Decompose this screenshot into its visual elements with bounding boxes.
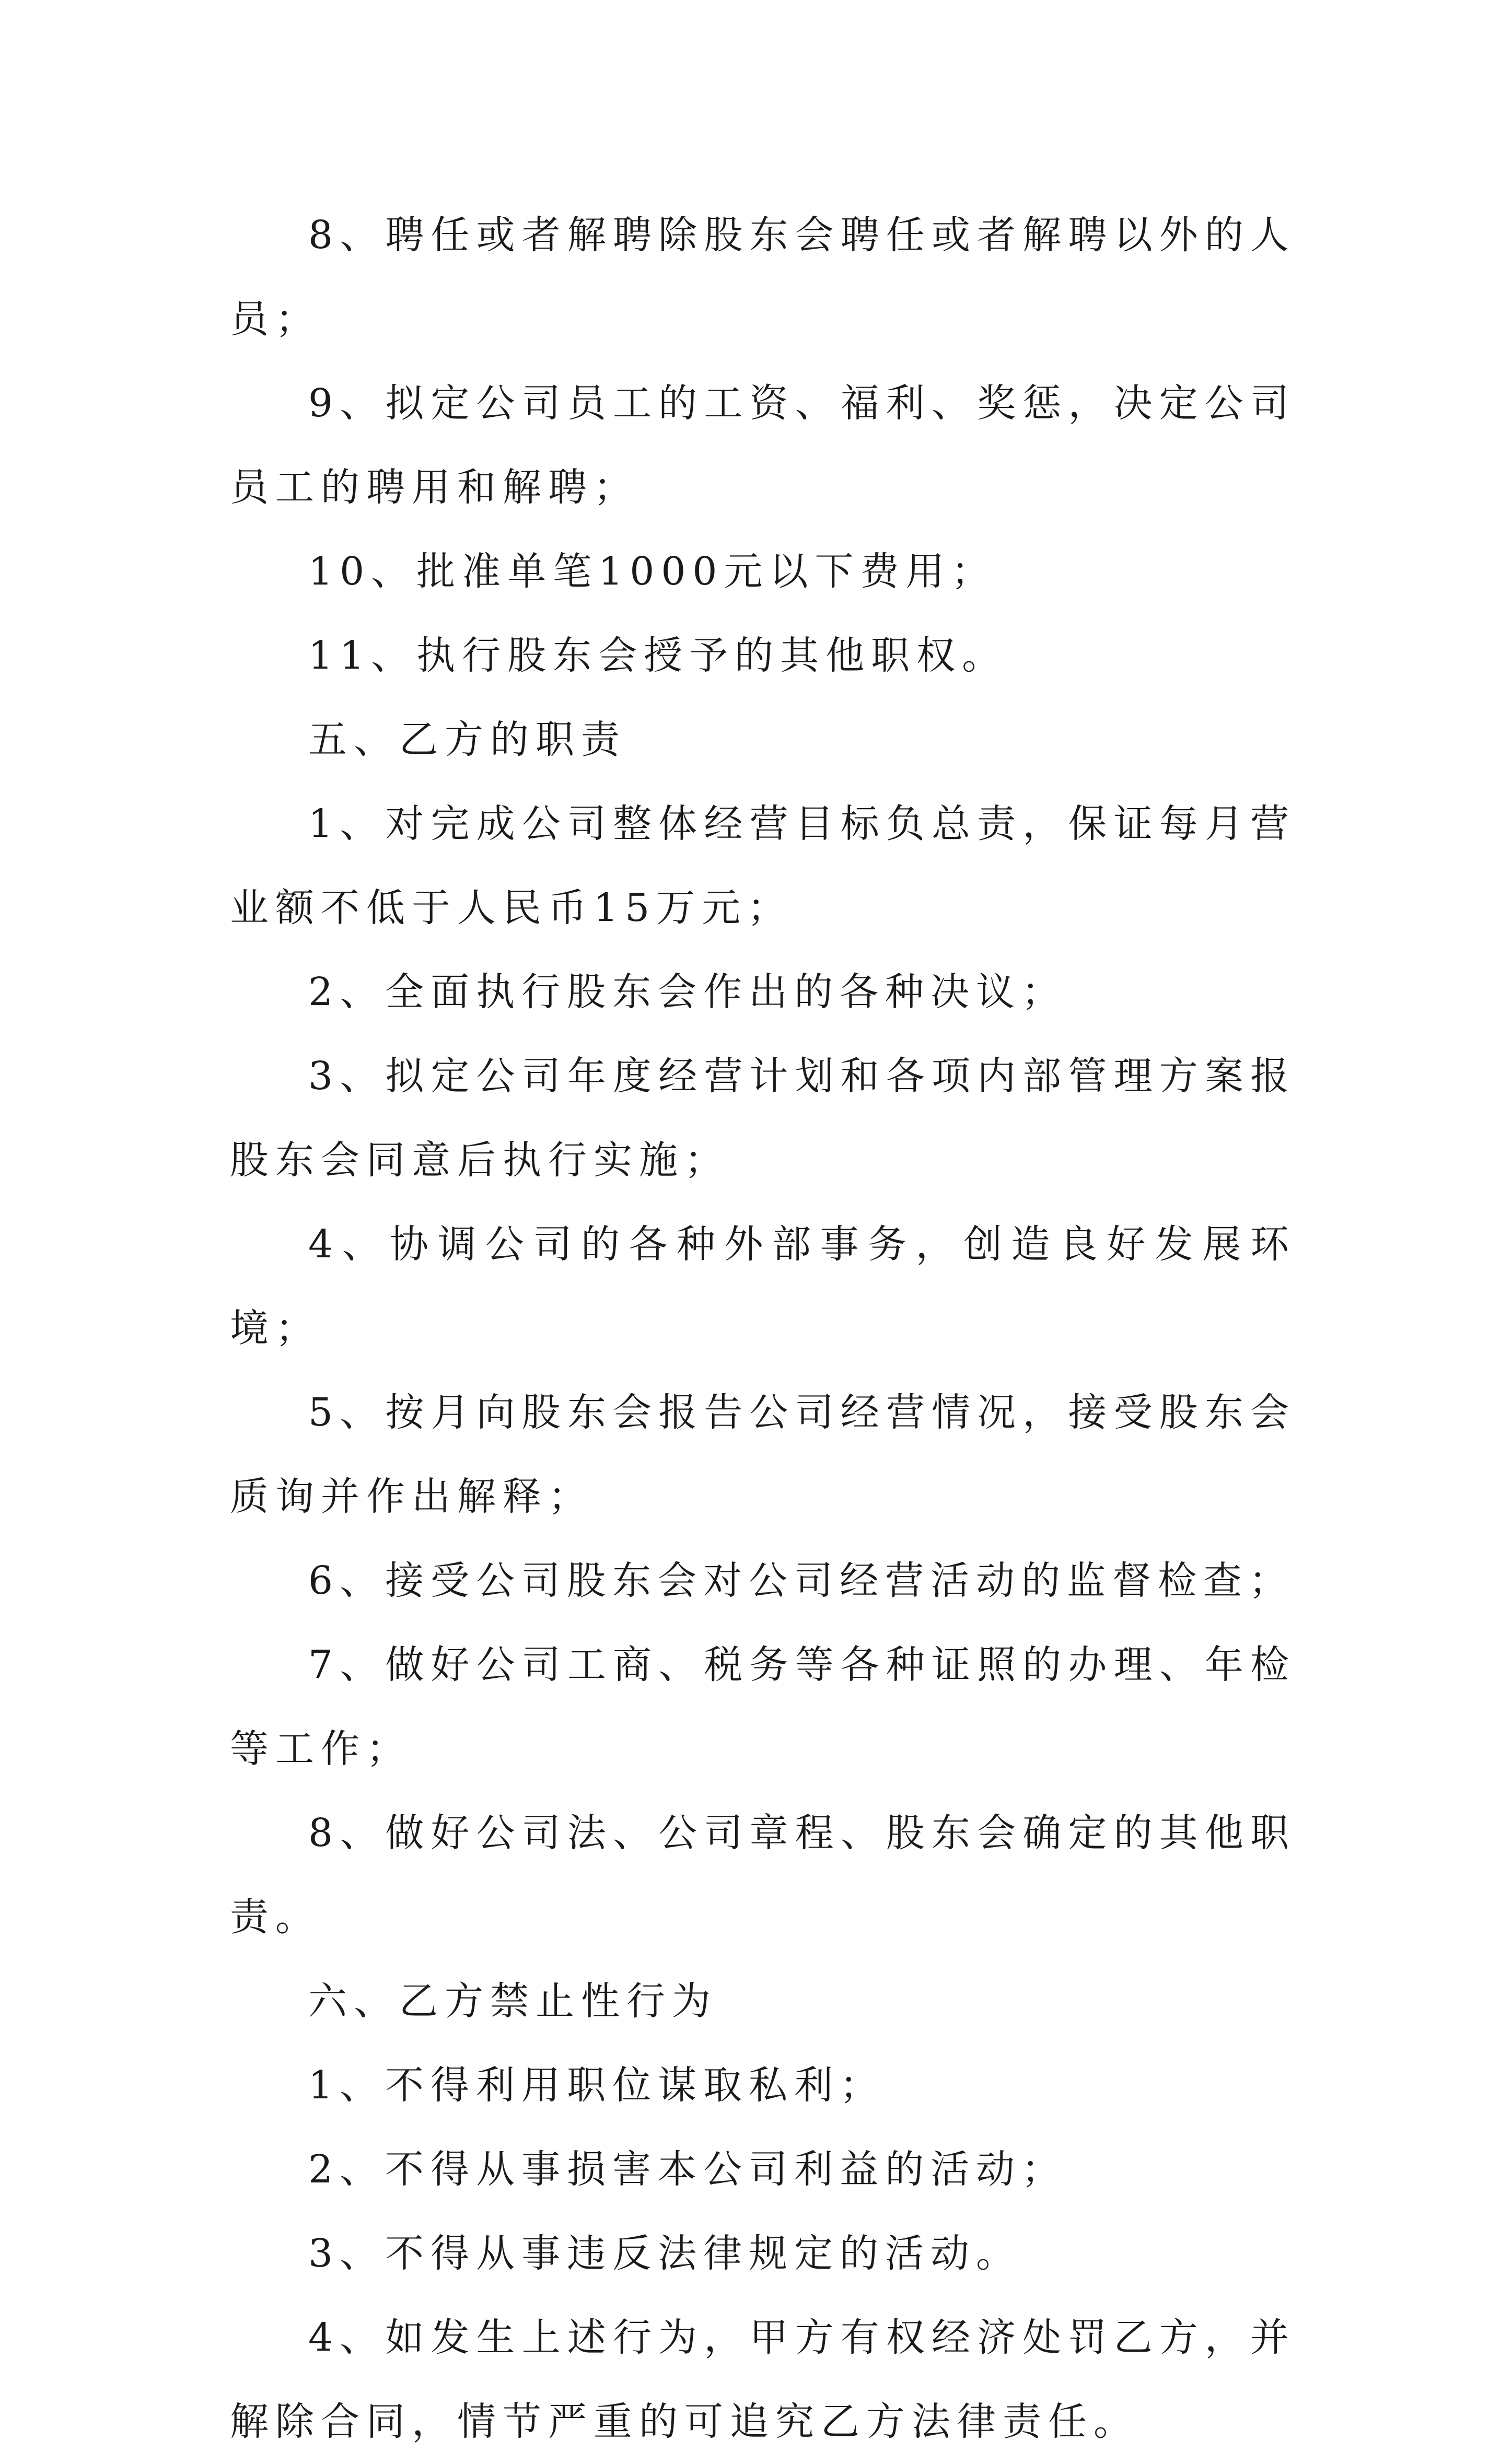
paragraph-prohibited-3: 3、不得从事违反法律规定的活动。 bbox=[308, 2231, 1022, 2276]
paragraph-duty-6: 6、接受公司股东会对公司经营活动的监督检查； bbox=[308, 1558, 1295, 1603]
paragraph-duty-4: 4、协调公司的各种外部事务，创造良好发展环境； bbox=[230, 1222, 1296, 1351]
paragraph-item-10-approve-expenses: 10、批准单笔1000元以下费用； bbox=[308, 549, 997, 594]
paragraph-duty-1: 1、对完成公司整体经营目标负总责，保证每月营业额不低于人民币15万元； bbox=[230, 801, 1296, 930]
paragraph-prohibited-4: 4、如发生上述行为，甲方有权经济处罚乙方，并解除合同，情节严重的可追究乙方法律责任。 bbox=[230, 2315, 1296, 2444]
paragraph-item-9-staff-wages: 9、拟定公司员工的工资、福利、奖惩，决定公司员工的聘用和解聘； bbox=[230, 381, 1296, 510]
section-heading-6-prohibited: 六、乙方禁止性行为 bbox=[308, 1979, 717, 2024]
paragraph-duty-3: 3、拟定公司年度经营计划和各项内部管理方案报股东会同意后执行实施； bbox=[230, 1054, 1296, 1183]
paragraph-duty-5: 5、按月向股东会报告公司经营情况，接受股东会质询并作出解释； bbox=[230, 1390, 1296, 1519]
paragraph-item-11-other-powers: 11、执行股东会授予的其他职权。 bbox=[308, 633, 1008, 678]
section-heading-5-duties: 五、乙方的职责 bbox=[308, 717, 626, 762]
paragraph-item-8-appoint-staff: 8、聘任或者解聘除股东会聘任或者解聘以外的人员； bbox=[230, 213, 1296, 342]
paragraph-duty-8: 8、做好公司法、公司章程、股东会确定的其他职责。 bbox=[230, 1811, 1296, 1940]
document-body bbox=[230, 193, 1296, 2464]
paragraph-prohibited-1: 1、不得利用职位谋取私利； bbox=[308, 2063, 886, 2108]
paragraph-prohibited-2: 2、不得从事损害本公司利益的活动； bbox=[308, 2147, 1067, 2192]
paragraph-duty-2: 2、全面执行股东会作出的各种决议； bbox=[308, 970, 1067, 1014]
paragraph-duty-7: 7、做好公司工商、税务等各种证照的办理、年检等工作； bbox=[230, 1642, 1296, 1771]
